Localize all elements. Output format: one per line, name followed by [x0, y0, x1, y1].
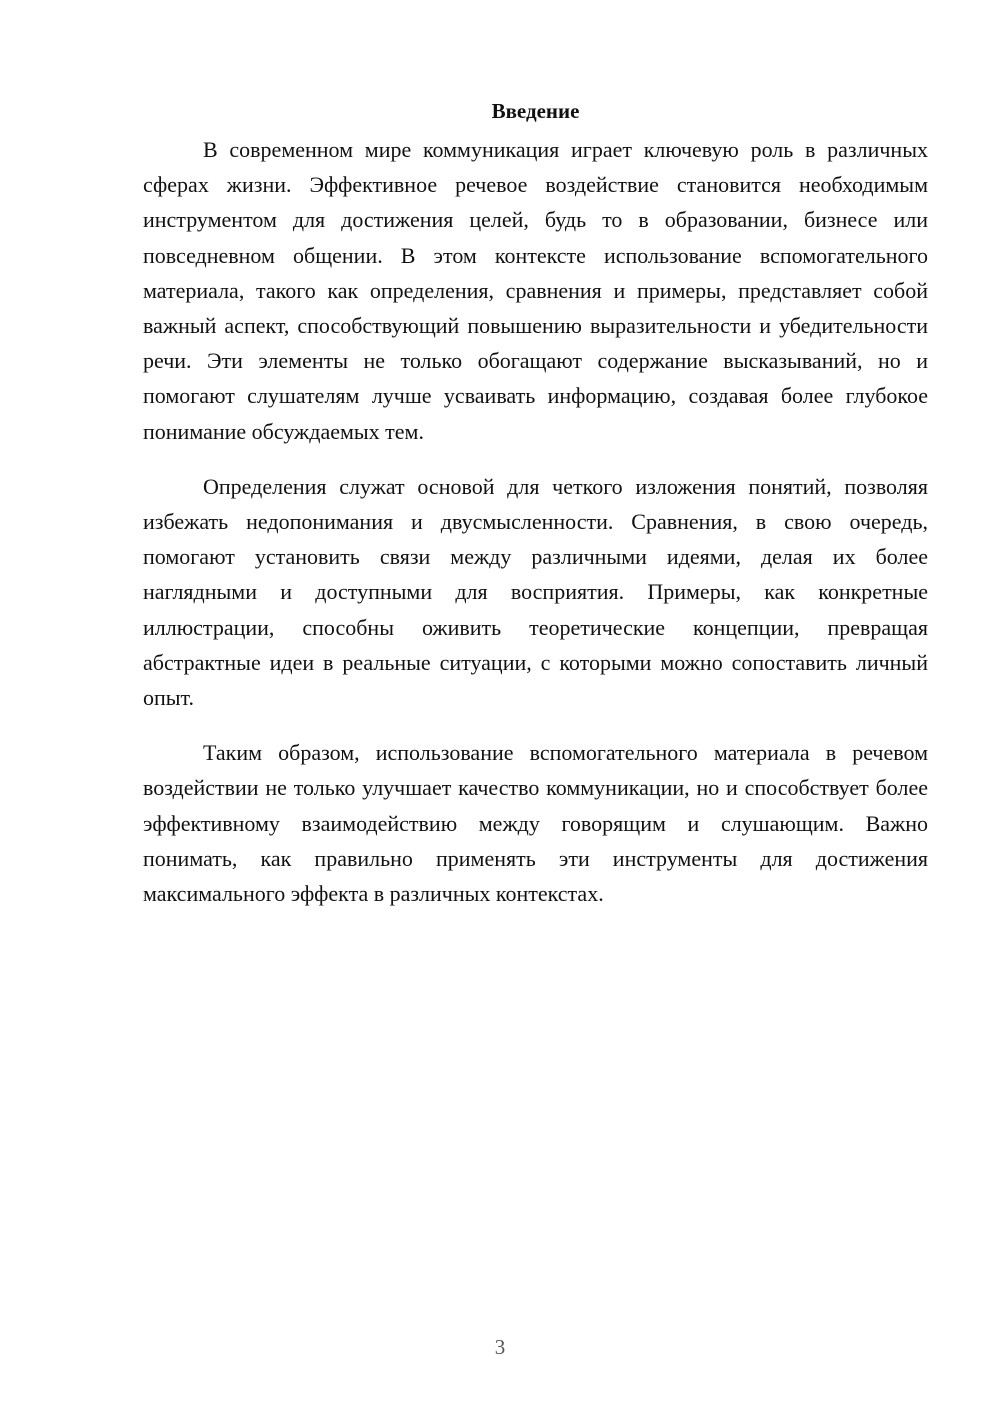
paragraph-1: В современном мире коммуникация играет ключевую роль в различных сферах жизни. Эффективное речевое воздействие становится необходимым инструментом для достижения целей, будь то в образовании, бизнесе или повседневном общении. В этом контексте использование вспомогательного материала, такого как определения, сравнения и примеры, представляет собой важный аспект, способствующий повышению выразительности и убедительности речи. Эти элементы не только обогащают содержание высказываний, но и помогают слушателям лучше усваивать информацию, создавая более глубокое понимание обсуждаемых тем. [143, 137, 928, 444]
paragraph-3: Таким образом, использование вспомогательного материала в речевом воздействии не только улучшает качество коммуникации, но и способствует более эффективному взаимодействию между говорящим и слушающим. Важно понимать, как правильно применять эти инструменты для достижения максимального эффекта в различных контекстах. [143, 740, 928, 907]
page-title: Введение [491, 99, 580, 123]
page-content [143, 96, 928, 931]
paragraph-2: Определения служат основой для четкого изложения понятий, позволяя избежать недопонимания и двусмысленности. Сравнения, в свою очередь, помогают установить связи между различными идеями, делая их более наглядными и доступными для восприятия. Примеры, как конкретные иллюстрации, способны оживить теоретические концепции, превращая абстрактные идеи в реальные ситуации, с которыми можно сопоставить личный опыт. [143, 473, 928, 711]
page-number: 3 [494, 1335, 506, 1359]
